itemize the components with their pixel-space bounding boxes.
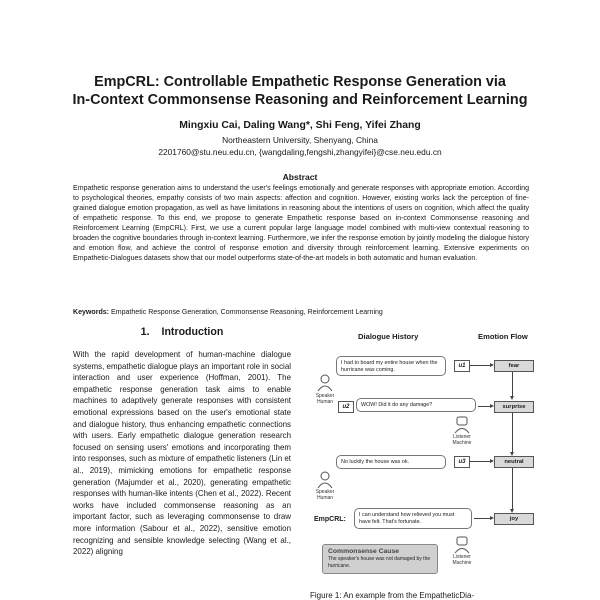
commonsense-cause-box bbox=[322, 544, 438, 574]
figure-header-flow: Emotion Flow bbox=[478, 332, 528, 341]
utterance-2-bubble: WOW! Did it do any damage? bbox=[356, 398, 476, 412]
utterance-2-label: u2 bbox=[338, 401, 354, 413]
response-bubble: I can understand how relieved you must have felt. That's fortunate. bbox=[354, 508, 472, 529]
flow-arrow-3 bbox=[512, 468, 513, 510]
listener-label-2: Listener Machine bbox=[452, 554, 472, 566]
cause-title: Commonsense Cause bbox=[328, 548, 400, 555]
arrow-response-joy bbox=[474, 518, 491, 519]
arrow-u1-fear bbox=[469, 365, 491, 366]
listener-label-1: Listener Machine bbox=[452, 434, 472, 446]
abstract-heading: Abstract bbox=[282, 172, 318, 182]
affiliation: Northeastern University, Shenyang, China bbox=[222, 135, 378, 145]
section-title: Introduction bbox=[161, 326, 224, 338]
cause-text: The speaker's house was not damaged by the hurricane. bbox=[328, 556, 431, 569]
figure-caption: Figure 1: An example from the EmpatheticDia- bbox=[310, 591, 475, 600]
utterance-3-label: u3 bbox=[454, 456, 470, 468]
speaker-label-2: Speaker Human bbox=[315, 489, 335, 501]
speaker-icon-2 bbox=[317, 471, 333, 489]
utterance-3-bubble: No luckily the house was ok. bbox=[336, 455, 446, 469]
figure-1 bbox=[312, 330, 536, 592]
abstract-text: Empathetic response generation aims to understand the user's feelings emotionally and generate responses with appropriate emotion. According to psychological theories, empathy consists of two main aspects: affection and cognition. However, existing works lack the perception of fine-grained dialogue emotion propagation, as well as have limitations in reasoning about the intentions of users on cognition, which affect the quality of empathetic response. To this end, we propose to generate Empathetic response based on in-context Commonsense reasoning and Reinforcement Learning (EmpCRL). First, we use a current popular large language model combined with multi-view contextual reasoning to broaden the cognitive boundaries through in-context learning. Furthermore, we infer the response emotion by jointly modeling the dialogue history and emotion flow, and achieve the control of response emotion and diversity through reinforcement learning. Extensive experiments on Empathetic-Dialogues datasets show that our model outperforms state-of-the-art models in both automatic and human evaluation. bbox=[73, 185, 529, 263]
utterance-1-bubble: I had to board my entire house when the hurricane was coming. bbox=[336, 356, 446, 376]
speaker-label-1: Speaker Human bbox=[315, 393, 335, 405]
arrow-u3-neutral bbox=[469, 461, 491, 462]
flow-arrow-1 bbox=[512, 372, 513, 397]
title-line-1: EmpCRL: Controllable Empathetic Response Generation via bbox=[94, 74, 506, 90]
title-line-2: In-Context Commonsense Reasoning and Reinforcement Learning bbox=[72, 92, 528, 108]
flow-arrow-2 bbox=[512, 413, 513, 453]
utterance-1-label: u1 bbox=[454, 360, 470, 372]
emotion-neutral: neutral bbox=[494, 456, 534, 468]
model-label: EmpCRL: bbox=[314, 516, 346, 523]
emails: 2201760@stu.neu.edu.cn, {wangdaling,fengshi,zhangyifei}@cse.neu.edu.cn bbox=[158, 147, 442, 157]
speaker-icon bbox=[317, 374, 333, 392]
figure-header-history: Dialogue History bbox=[358, 332, 419, 341]
authors: Mingxiu Cai, Daling Wang*, Shi Feng, Yifei Zhang bbox=[179, 120, 421, 131]
keywords bbox=[73, 309, 529, 316]
section-heading bbox=[73, 326, 291, 338]
listener-icon-2 bbox=[454, 536, 470, 554]
arrow-u2-surprise bbox=[478, 406, 491, 407]
keywords-text: Empathetic Response Generation, Commonsense Reasoning, Reinforcement Learning bbox=[111, 309, 383, 316]
emotion-fear: fear bbox=[494, 360, 534, 372]
emotion-joy: joy bbox=[494, 513, 534, 525]
emotion-surprise: surprise bbox=[494, 401, 534, 413]
introduction-text: With the rapid development of human-machine dialogue systems, empathetic dialogue plays an important role in social interaction and user experience (Hoffman, 2001). The empathetic response generation task aims to enable machines to adaptively generate responses with consistent emotional expressions based on the user's emotional state and dialogue history, thus enhancing empathetic connections with users. Early empathetic dialogue generation research focused on sensing users' emotions and incorporating them into responses, such as mixture of empathetic listeners (Lin et al., 2019), mimicking emotions for empathetic response generation (Majumder et al., 2020), generating empathetic responses with human-like intents (Chen et al., 2022). Recent works have included commonsense reasoning as an important factor, such as leveraging commonsense to draw more information (Sabour et al., 2022), sensitive emotion recognizing and sensible knowledge selecting (Wang et al., 2022) aligning bbox=[73, 350, 291, 557]
listener-icon bbox=[454, 416, 470, 434]
section-number: 1. bbox=[140, 326, 150, 338]
keywords-label: Keywords: bbox=[73, 309, 110, 316]
paper-title bbox=[0, 73, 600, 109]
